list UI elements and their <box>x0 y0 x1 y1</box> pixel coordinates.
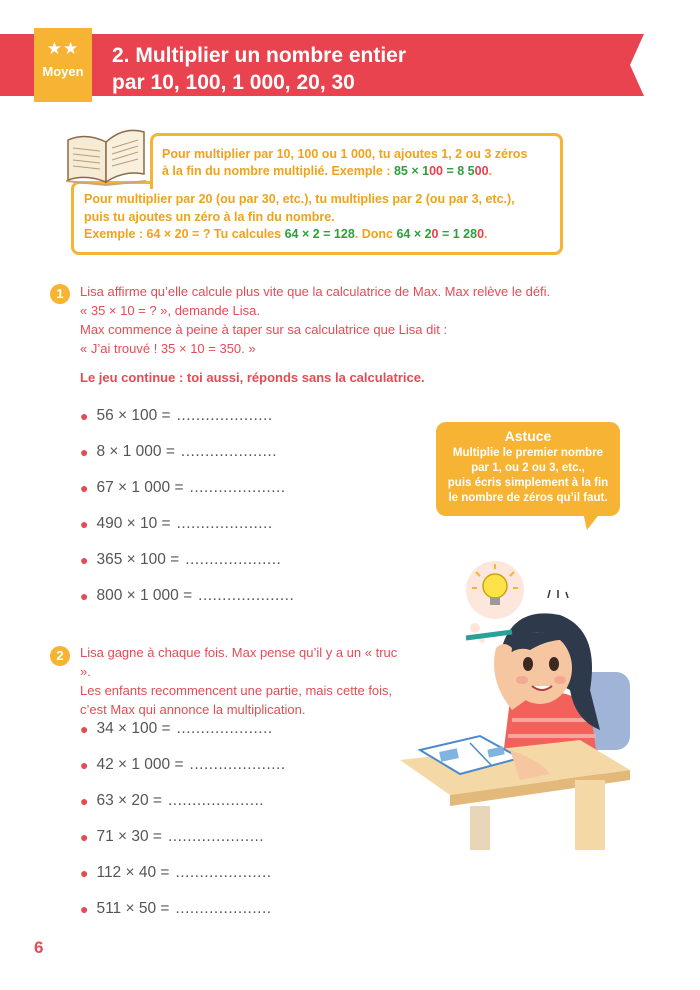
answer-blank[interactable]: .................... <box>189 479 286 496</box>
exercise-1-line-1: Lisa affirme qu’elle calcule plus vite que la calculatrice de Max. Max relève le défi. <box>80 284 551 299</box>
bullet-icon: ● <box>80 829 89 845</box>
bullet-icon: ● <box>80 793 89 809</box>
tip-line-4: le nombre de zéros qu’il faut. <box>448 492 608 504</box>
list-item <box>80 434 294 470</box>
rule-1-line-2 <box>162 163 562 180</box>
rule-1-example-b: = 8 5 <box>443 164 475 178</box>
list-item <box>80 855 286 891</box>
exercise-1-intro <box>80 282 600 358</box>
exercise-expression: 365 × 100 = <box>96 551 180 568</box>
exercise-2-line-1: Lisa gagne à chaque fois. Max pense qu’il y a un « truc ». <box>80 645 398 679</box>
rule-1-example-zeros-b: 00 <box>474 164 489 178</box>
list-item <box>80 711 286 747</box>
exercise-expression: 67 × 1 000 = <box>96 479 184 496</box>
rule-multiply-20-30 <box>84 191 559 244</box>
bullet-icon: ● <box>80 480 89 496</box>
bullet-icon: ● <box>80 444 89 460</box>
rule-2-example-eq: = <box>438 227 453 241</box>
open-book-icon <box>60 124 152 190</box>
list-item <box>80 747 286 783</box>
difficulty-level: Moyen <box>42 64 84 79</box>
rule-multiply-10-100-1000 <box>162 146 562 180</box>
page-number: 6 <box>34 938 44 957</box>
difficulty-badge <box>34 28 92 102</box>
bullet-icon: ● <box>80 408 89 424</box>
exercise-expression: 800 × 1 000 = <box>96 587 193 604</box>
bullet-icon: ● <box>80 516 89 532</box>
rule-2-example <box>84 226 559 244</box>
exercise-2-line-3: c’est Max qui annonce la multiplication. <box>80 702 306 717</box>
list-item <box>80 819 286 855</box>
answer-blank[interactable]: .................... <box>180 443 278 460</box>
title-line-1: 2. Multiplier un nombre entier <box>112 44 407 67</box>
tip-text <box>436 446 620 506</box>
tip-bubble-tail <box>583 512 603 532</box>
answer-blank[interactable]: .................... <box>176 720 273 737</box>
exercise-1-line-2: « 35 × 10 = ? », demande Lisa. <box>80 303 260 318</box>
exercise-2-intro <box>80 643 410 719</box>
tip-line-3: puis écris simplement à la fin <box>447 477 609 489</box>
answer-blank[interactable]: .................... <box>176 407 273 424</box>
exercise-expression: 42 × 1 000 = <box>96 756 184 773</box>
page-title <box>112 42 406 96</box>
exercise-expression: 490 × 10 = <box>96 515 171 532</box>
exercise-1-instruction: Le jeu continue : toi aussi, réponds sans la calculatrice. <box>80 370 425 385</box>
rule-2-example-zero-b: 0 <box>477 227 485 241</box>
rule-1-line-1: Pour multiplier par 10, 100 ou 1 000, tu ajoutes 1, 2 ou 3 zéros <box>162 147 528 161</box>
rule-2-example-end: . <box>484 227 488 241</box>
list-item <box>80 506 294 542</box>
answer-blank[interactable]: .................... <box>185 551 282 568</box>
exercise-expression: 8 × 1 000 = <box>96 443 175 460</box>
exercise-1-list <box>80 398 294 614</box>
bullet-icon: ● <box>80 757 89 773</box>
rule-2-example-text: Exemple : 64 × 20 = ? Tu calcules <box>84 227 285 241</box>
title-line-2: par 10, 100, 1 000, 20, 30 <box>112 71 355 94</box>
tip-title: Astuce <box>504 428 552 444</box>
bullet-icon: ● <box>80 552 89 568</box>
rule-1-example-zeros-a: 00 <box>429 164 443 178</box>
list-item <box>80 542 294 578</box>
exercise-expression: 34 × 100 = <box>96 720 171 737</box>
bullet-icon: ● <box>80 721 89 737</box>
exercise-expression: 71 × 30 = <box>96 828 162 845</box>
exercise-1-line-4: « J’ai trouvé ! 35 × 10 = 350. » <box>80 341 256 356</box>
exercise-1-number: 1 <box>50 284 70 304</box>
list-item <box>80 578 294 614</box>
exercise-2-list <box>80 711 286 927</box>
answer-blank[interactable]: .................... <box>175 864 272 881</box>
list-item <box>80 398 294 434</box>
girl-thinking-illustration <box>400 560 640 850</box>
exercise-2-line-2: Les enfants recommencent une partie, mais cette fois, <box>80 683 393 698</box>
bullet-icon: ● <box>80 588 89 604</box>
rule-2-example-rhs: 1 28 <box>452 227 478 241</box>
rule-2-line-2: puis tu ajoutes un zéro à la fin du nombre. <box>84 209 335 224</box>
exercise-expression: 511 × 50 = <box>96 900 170 917</box>
exercise-expression: 112 × 40 = <box>96 864 170 881</box>
rule-1-text: à la fin du nombre multiplié. Exemple : <box>162 164 394 178</box>
list-item <box>80 470 294 506</box>
answer-blank[interactable]: .................... <box>175 900 272 917</box>
answer-blank[interactable]: .................... <box>198 587 295 604</box>
rule-2-example-donc: . Donc <box>354 227 397 241</box>
rule-2-line-1: Pour multiplier par 20 (ou par 30, etc.), tu multiplies par 2 (ou par 3, etc.), <box>84 192 515 206</box>
rule-2-example-lhs: 64 × 2 <box>396 227 432 241</box>
stars-icon: ★★ <box>46 39 80 58</box>
answer-blank[interactable]: .................... <box>189 756 286 773</box>
exercise-1-line-3: Max commence à peine à taper sur sa calculatrice que Lisa dit : <box>80 322 448 337</box>
list-item <box>80 891 286 927</box>
tip-bubble <box>436 422 620 516</box>
bullet-icon: ● <box>80 901 89 917</box>
bullet-icon: ● <box>80 865 89 881</box>
rule-2-example-zero-a: 0 <box>431 227 439 241</box>
exercise-expression: 56 × 100 = <box>96 407 171 424</box>
list-item <box>80 783 286 819</box>
rule-1-example-a: 85 × 1 <box>393 164 430 178</box>
answer-blank[interactable]: .................... <box>176 515 273 532</box>
answer-blank[interactable]: .................... <box>167 792 265 809</box>
rule-2-example-calc: 64 × 2 = 128 <box>284 227 355 241</box>
exercise-2-number: 2 <box>50 646 70 666</box>
answer-blank[interactable]: .................... <box>167 828 265 845</box>
exercise-expression: 63 × 20 = <box>96 792 162 809</box>
rule-1-end: . <box>488 164 493 178</box>
tip-line-2: par 1, ou 2 ou 3, etc., <box>471 462 585 474</box>
tip-line-1: Multiplie le premier nombre <box>452 447 604 459</box>
